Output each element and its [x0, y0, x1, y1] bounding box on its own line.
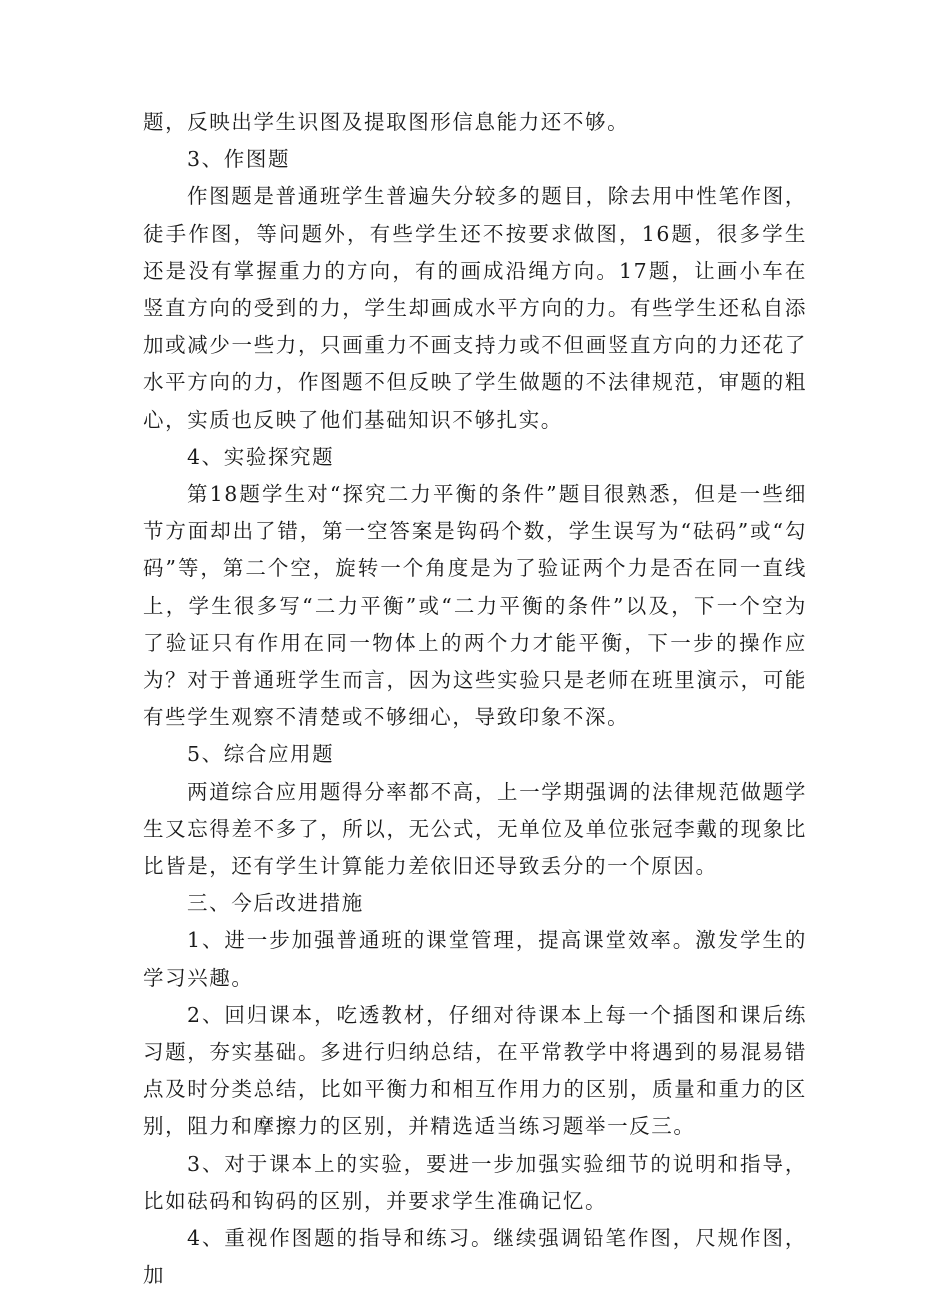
- paragraph-continuation: 题，反映出学生识图及提取图形信息能力还不够。: [143, 110, 630, 134]
- paragraph-experiment-analysis: 第18题学生对“探究二力平衡的条件”题目很熟悉，但是一些细节方面却出了错，第一空答案是钩码个数，学生误写为“砝码”或“勾码”等，第二个空，旋转一个角度是为了验证两个力是否在同一直线上，学生很多写“二力平衡”或“二力平衡的条件”以及，下一个空为了验证只有作用在同一物体上的两个力才能平衡，下一步的操作应为？对于普通班学生而言，因为这些实验只是老师在班里演示，可能有些学生观察不清楚或不够细心，导致印象不深。: [143, 482, 807, 730]
- paragraph-improvement-1: 1、进一步加强普通班的课堂管理，提高课堂效率。激发学生的学习兴趣。: [143, 928, 807, 990]
- section-heading-drawing: 3、作图题: [187, 147, 291, 172]
- paragraph-application-analysis: 两道综合应用题得分率都不高，上一学期强调的法律规范做题学生又忘得差不多了，所以，无公式，无单位及单位张冠李戴的现象比比皆是，还有学生计算能力差依旧还导致丢分的一个原因。: [143, 779, 807, 879]
- section-heading-experiment: 4、实验探究题: [187, 444, 335, 469]
- paragraph-improvement-4: 4、重视作图题的指导和练习。继续强调铅笔作图，尺规作图，加: [143, 1226, 807, 1288]
- section-heading-application: 5、综合应用题: [187, 742, 335, 767]
- document-body: [143, 104, 807, 1295]
- section-heading-improvements: 三、今后改进措施: [187, 891, 364, 916]
- paragraph-drawing-analysis: 作图题是普通班学生普遍失分较多的题目，除去用中性笔作图，徒手作图，等问题外，有些学生还不按要求做图，16题，很多学生还是没有掌握重力的方向，有的画成沿绳方向。17题，让画小车在竖直方向的受到的力，学生却画成水平方向的力。有些学生还私自添加或减少一些力，只画重力不画支持力或不但画竖直方向的力还花了水平方向的力，作图题不但反映了学生做题的不法律规范，审题的粗心，实质也反映了他们基础知识不够扎实。: [143, 184, 807, 432]
- paragraph-improvement-3: 3、对于课本上的实验，要进一步加强实验细节的说明和指导，比如砝码和钩码的区别，并要求学生准确记忆。: [143, 1151, 807, 1213]
- paragraph-improvement-2: 2、回归课本，吃透教材，仔细对待课本上每一个插图和课后练习题，夯实基础。多进行归纳总结，在平常教学中将遇到的易混易错点及时分类总结，比如平衡力和相互作用力的区别，质量和重力的区别，阻力和摩擦力的区别，并精选适当练习题举一反三。: [143, 1002, 807, 1139]
